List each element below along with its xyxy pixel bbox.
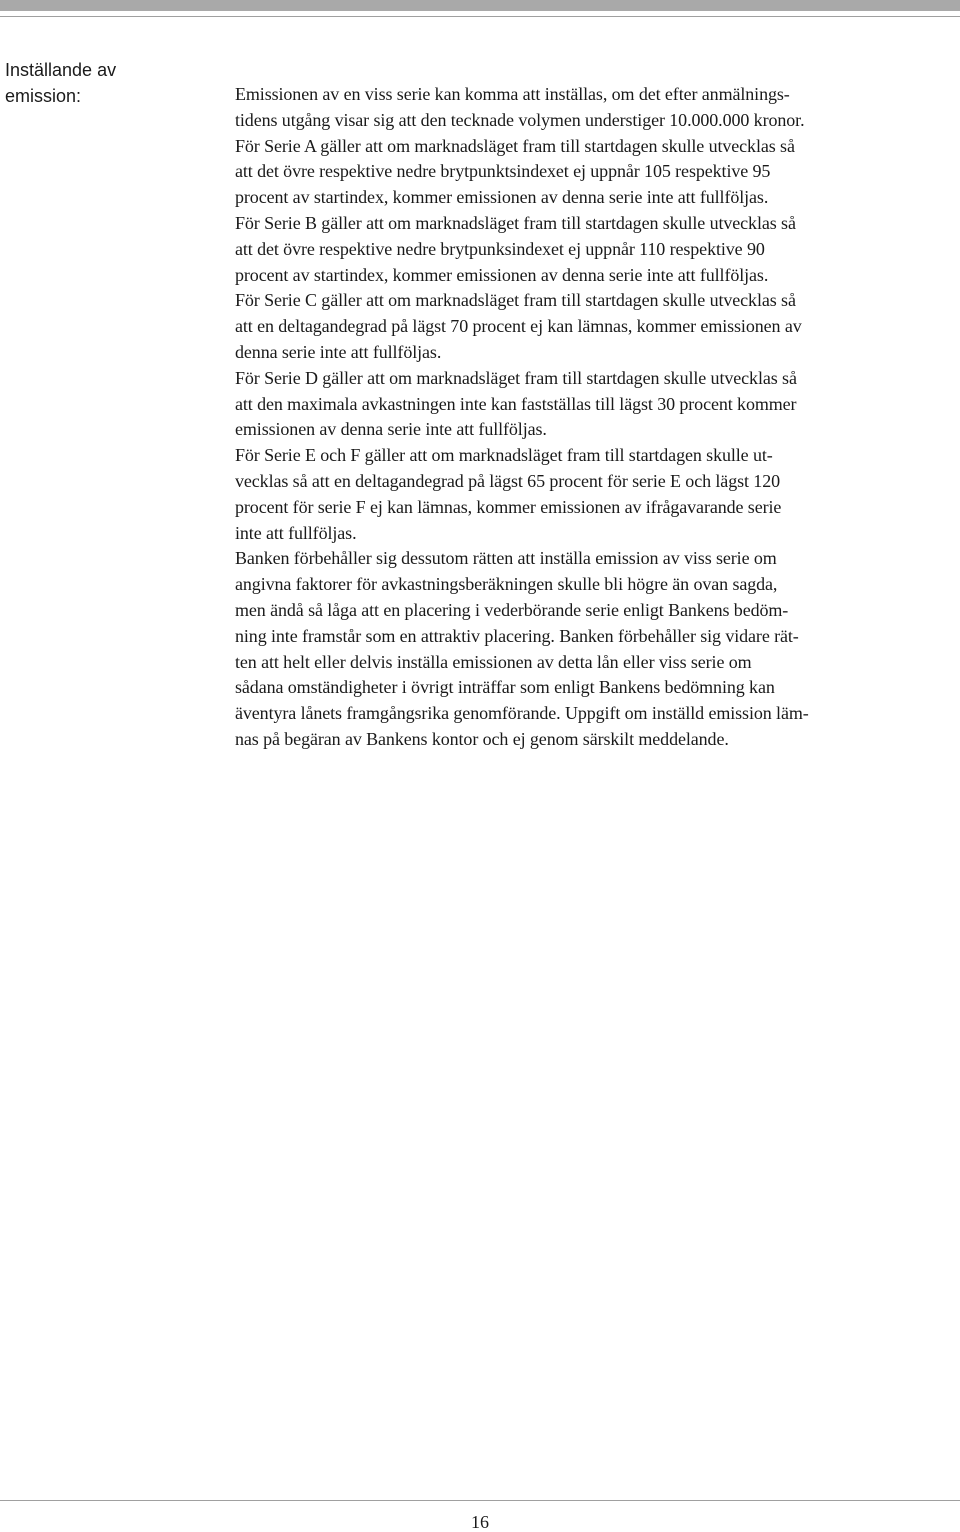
paragraph-serie-c: För Serie C gäller att om marknadsläget fram till startdagen skulle utvecklas så att en deltagandegrad på lägst 70 procent ej kan lämnas, kommer emissionen av denna serie inte att fullföljas.: [235, 290, 802, 362]
header-bar: [0, 0, 960, 11]
footer-rule: [0, 1500, 960, 1501]
paragraph-serie-d: För Serie D gäller att om marknadsläget fram till startdagen skulle utvecklas så att den maximala avkastningen inte kan fastställas till lägst 30 procent kommer emissionen av denna serie inte att fullföljas.: [235, 367, 797, 440]
paragraph-serie-a: För Serie A gäller att om marknadsläget fram till startdagen skulle utvecklas så att det övre respektive nedre brytpunktsindexet ej uppnår 105 respektive 95 procent av startindex, kommer emissionen av denna serie inte att fullföljas.: [235, 135, 795, 208]
paragraph-minimum-volume: Emissionen av en viss serie kan komma att inställas, om det efter anmälnings- tidens utgång visar sig att den tecknade volymen understiger 10.000.000 kronor.: [235, 84, 805, 130]
header-rule: [0, 16, 960, 17]
paragraph-serie-e-f: För Serie E och F gäller att om marknadsläget fram till startdagen skulle ut- vecklas så att en deltagandegrad på lägst 65 procent för serie E och lägst 120 procent för serie F ej kan lämnas, kommer emissionen av ifrågavarande serie inte att fullföljas.: [235, 445, 782, 543]
paragraph-bank-reservation: Banken förbehåller sig dessutom rätten att inställa emission av viss serie om angivna faktorer för avkastningsberäkningen skulle bli högre än ovan sagda, men ändå så låga att en placering i vederbörande serie enligt Bankens bedöm- ning inte framstår som en attraktiv placering. Banken förbehåller sig vidare rät- ten att helt eller delvis inställa emissionen av detta lån eller viss serie om sådana omständigheter i övrigt inträffar som enligt Bankens bedömning kan äventyra lånets framgångsrika genomförande. Uppgift om inställd emission läm- nas på begäran av Bankens kontor och ej genom särskilt meddelande.: [235, 548, 809, 749]
section-label: Inställande av emission:: [5, 60, 117, 106]
page-number: 16: [471, 1512, 489, 1532]
paragraph-serie-b: För Serie B gäller att om marknadsläget fram till startdagen skulle utvecklas så att det övre respektive nedre brytpunksindexet ej uppnår 110 respektive 90 procent av startindex, kommer emissionen av denna serie inte att fullföljas.: [235, 212, 796, 285]
section-body: [235, 82, 959, 753]
